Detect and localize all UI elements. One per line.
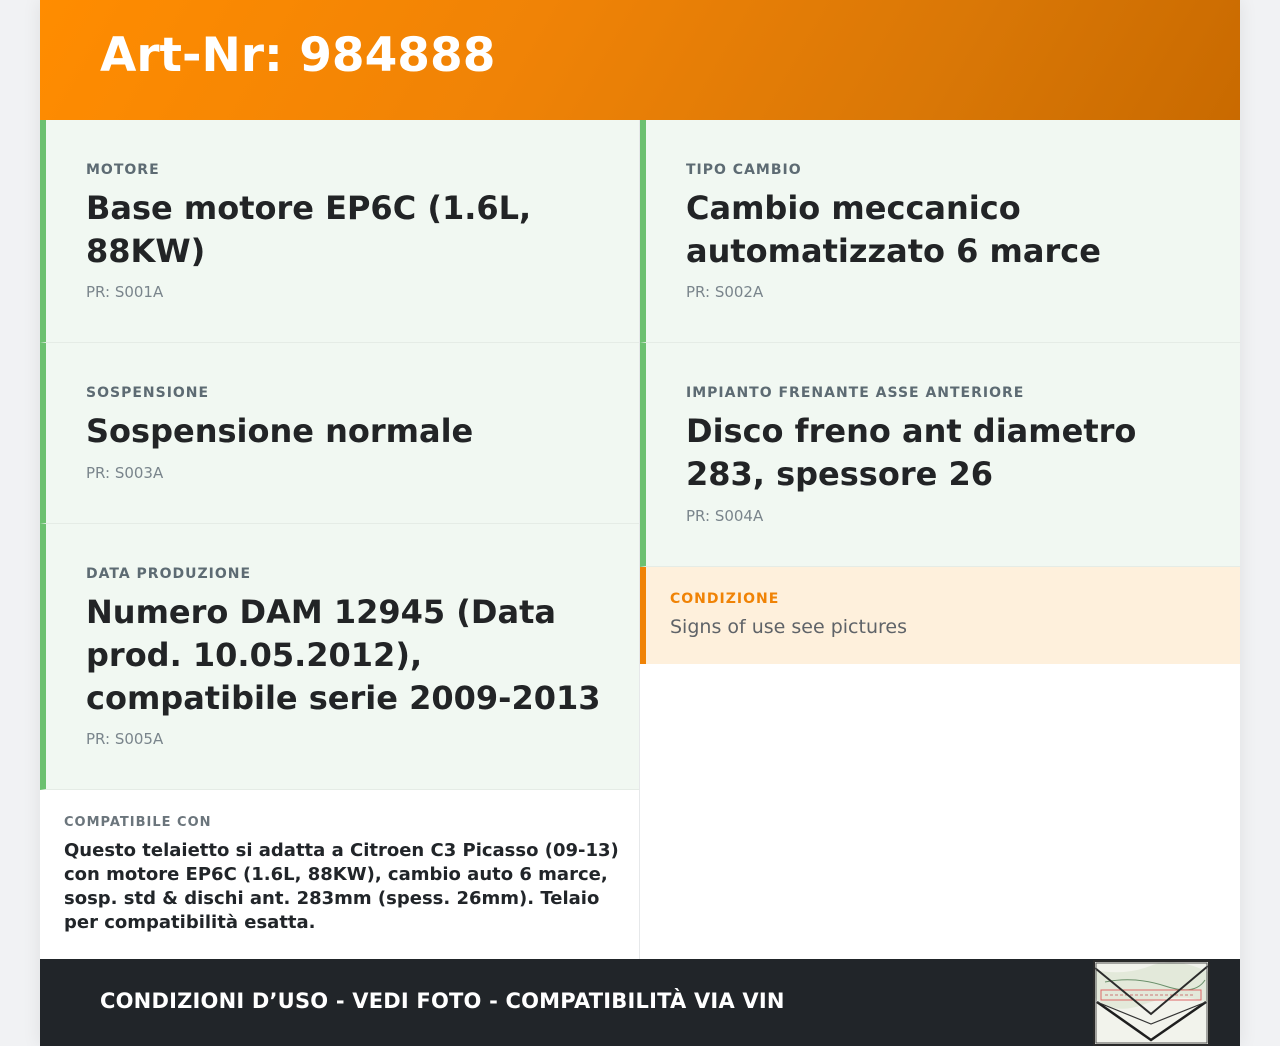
spec-value: Disco freno ant diametro 283, spessore 26	[686, 412, 1137, 493]
spec-code: PR: S005A	[86, 730, 164, 748]
spec-label: SOSPENSIONE	[86, 385, 210, 401]
spec-value: Base motore EP6C (1.6L, 88KW)	[86, 189, 532, 270]
spec-data-produzione	[40, 524, 640, 790]
compatibility-box	[40, 790, 639, 959]
condition-label: CONDIZIONE	[670, 591, 780, 607]
spec-label: MOTORE	[86, 162, 160, 178]
spec-code: PR: S001A	[86, 283, 164, 301]
compatibility-label: COMPATIBILE CON	[64, 815, 212, 830]
column-divider	[639, 120, 640, 959]
product-card	[40, 0, 1240, 1046]
spec-label: TIPO CAMBIO	[686, 162, 802, 178]
envelope-photo-icon[interactable]	[1093, 960, 1210, 1046]
compatibility-text: Questo telaietto si adatta a Citroen C3 Picasso (09-13) con motore EP6C (1.6L, 88KW), cambio auto 6 marce, sosp. std & dischi ant. 283mm (spess. 26mm). Telaio per compatibilità esatta.	[64, 840, 619, 933]
condition-value: Signs of use see pictures	[670, 616, 907, 638]
spec-code: PR: S003A	[86, 464, 164, 482]
spec-motore	[40, 120, 640, 343]
spec-sospensione	[40, 343, 640, 524]
spec-label: DATA PRODUZIONE	[86, 566, 252, 582]
envelope-photo-icon-graphic	[1095, 962, 1208, 1044]
spec-code: PR: S002A	[686, 283, 764, 301]
condition-box	[640, 567, 1240, 664]
spec-value: Cambio meccanico automatizzato 6 marce	[686, 189, 1101, 270]
spec-value: Numero DAM 12945 (Data prod. 10.05.2012), compatibile serie 2009-2013	[86, 593, 601, 717]
spec-value: Sospensione normale	[86, 412, 474, 450]
header-bar	[40, 0, 1240, 120]
footer-text: CONDIZIONI D’USO - VEDI FOTO - COMPATIBILITÀ VIA VIN	[100, 989, 785, 1013]
footer-bar	[40, 959, 1240, 1046]
spec-label: IMPIANTO FRENANTE ASSE ANTERIORE	[686, 385, 1025, 401]
spec-impianto-frenante	[640, 343, 1240, 567]
spec-tipo-cambio	[640, 120, 1240, 343]
spec-code: PR: S004A	[686, 507, 764, 525]
article-number-title: Art-Nr: 984888	[100, 28, 496, 83]
